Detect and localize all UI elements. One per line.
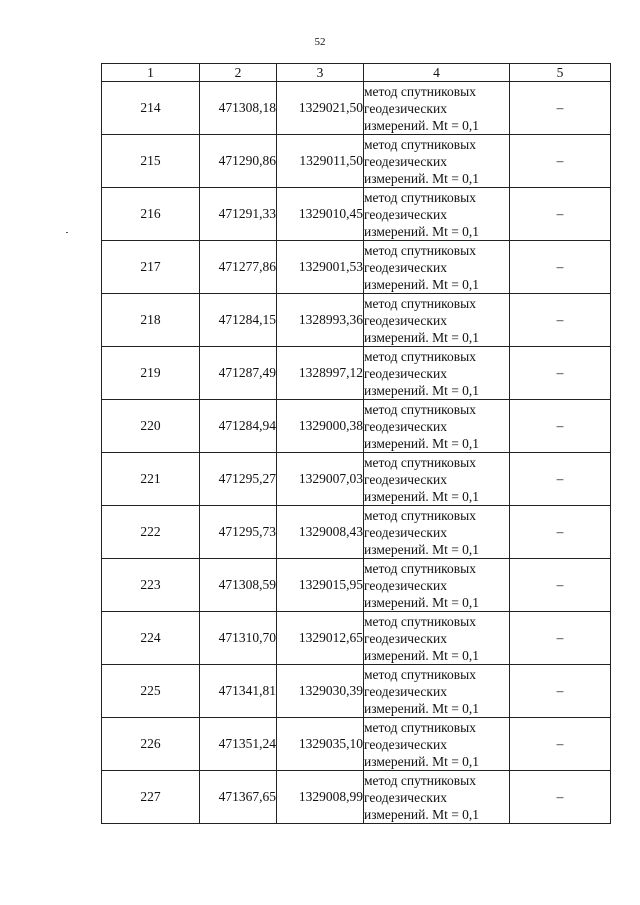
method-description — [364, 241, 510, 294]
coordinate-x: 471351,24 — [200, 718, 277, 771]
note-dash: – — [510, 453, 611, 506]
method-description — [364, 347, 510, 400]
method-line: метод спутниковых — [364, 348, 476, 364]
note-dash: – — [510, 400, 611, 453]
point-number: 227 — [102, 771, 200, 824]
coordinate-x: 471308,59 — [200, 559, 277, 612]
table-row — [102, 612, 611, 665]
method-description — [364, 453, 510, 506]
coordinate-y: 1329021,50 — [277, 82, 364, 135]
point-number: 226 — [102, 718, 200, 771]
method-line: геодезических — [364, 736, 447, 752]
stray-mark — [66, 232, 68, 233]
method-line: измерений. Mt = 0,1 — [364, 170, 480, 186]
method-description — [364, 559, 510, 612]
table-row — [102, 347, 611, 400]
method-line: геодезических — [364, 365, 447, 381]
note-dash: – — [510, 506, 611, 559]
method-line: метод спутниковых — [364, 772, 476, 788]
method-line: геодезических — [364, 471, 447, 487]
point-number: 218 — [102, 294, 200, 347]
note-dash: – — [510, 82, 611, 135]
coordinate-y: 1329011,50 — [277, 135, 364, 188]
coordinate-y: 1329008,43 — [277, 506, 364, 559]
method-line: метод спутниковых — [364, 189, 476, 205]
method-line: измерений. Mt = 0,1 — [364, 541, 480, 557]
table-row — [102, 506, 611, 559]
method-line: измерений. Mt = 0,1 — [364, 223, 480, 239]
header-col-2: 2 — [200, 64, 277, 82]
method-line: геодезических — [364, 153, 447, 169]
method-line: метод спутниковых — [364, 295, 476, 311]
page-number: 52 — [314, 36, 326, 48]
method-line: измерений. Mt = 0,1 — [364, 647, 480, 663]
coordinate-y: 1329001,53 — [277, 241, 364, 294]
coordinate-y: 1329030,39 — [277, 665, 364, 718]
method-line: метод спутниковых — [364, 136, 476, 152]
method-line: геодезических — [364, 630, 447, 646]
table-row — [102, 771, 611, 824]
point-number: 225 — [102, 665, 200, 718]
header-col-4: 4 — [364, 64, 510, 82]
table-row — [102, 453, 611, 506]
table-body — [102, 82, 611, 824]
method-line: геодезических — [364, 418, 447, 434]
coordinate-x: 471290,86 — [200, 135, 277, 188]
coordinate-y: 1329010,45 — [277, 188, 364, 241]
method-description — [364, 82, 510, 135]
method-line: геодезических — [364, 259, 447, 275]
coordinates-table — [101, 63, 611, 824]
note-dash: – — [510, 559, 611, 612]
coordinate-x: 471291,33 — [200, 188, 277, 241]
table-row — [102, 665, 611, 718]
coordinate-x: 471341,81 — [200, 665, 277, 718]
method-line: измерений. Mt = 0,1 — [364, 329, 480, 345]
method-description — [364, 718, 510, 771]
method-line: измерений. Mt = 0,1 — [364, 806, 480, 822]
coordinate-x: 471310,70 — [200, 612, 277, 665]
method-line: измерений. Mt = 0,1 — [364, 488, 480, 504]
note-dash: – — [510, 718, 611, 771]
method-line: измерений. Mt = 0,1 — [364, 117, 480, 133]
point-number: 222 — [102, 506, 200, 559]
point-number: 215 — [102, 135, 200, 188]
header-col-3: 3 — [277, 64, 364, 82]
method-description — [364, 506, 510, 559]
note-dash: – — [510, 665, 611, 718]
point-number: 223 — [102, 559, 200, 612]
note-dash: – — [510, 135, 611, 188]
note-dash: – — [510, 771, 611, 824]
method-line: геодезических — [364, 577, 447, 593]
method-line: геодезических — [364, 312, 447, 328]
coordinate-y: 1328997,12 — [277, 347, 364, 400]
point-number: 217 — [102, 241, 200, 294]
coordinate-y: 1329015,95 — [277, 559, 364, 612]
method-line: метод спутниковых — [364, 666, 476, 682]
coordinate-x: 471287,49 — [200, 347, 277, 400]
coordinate-y: 1329007,03 — [277, 453, 364, 506]
point-number: 214 — [102, 82, 200, 135]
table-header-row — [102, 64, 611, 82]
method-line: метод спутниковых — [364, 454, 476, 470]
coordinate-x: 471277,86 — [200, 241, 277, 294]
method-line: метод спутниковых — [364, 242, 476, 258]
point-number: 224 — [102, 612, 200, 665]
coordinate-x: 471367,65 — [200, 771, 277, 824]
method-line: метод спутниковых — [364, 83, 476, 99]
header-col-1: 1 — [102, 64, 200, 82]
coordinate-y: 1329000,38 — [277, 400, 364, 453]
method-line: измерений. Mt = 0,1 — [364, 594, 480, 610]
method-line: измерений. Mt = 0,1 — [364, 700, 480, 716]
method-line: геодезических — [364, 100, 447, 116]
coordinate-y: 1329035,10 — [277, 718, 364, 771]
coordinate-x: 471295,73 — [200, 506, 277, 559]
coordinate-y: 1328993,36 — [277, 294, 364, 347]
method-line: измерений. Mt = 0,1 — [364, 753, 480, 769]
method-line: геодезических — [364, 683, 447, 699]
method-description — [364, 400, 510, 453]
method-line: геодезических — [364, 789, 447, 805]
note-dash: – — [510, 347, 611, 400]
method-line: метод спутниковых — [364, 507, 476, 523]
method-description — [364, 188, 510, 241]
coordinate-x: 471295,27 — [200, 453, 277, 506]
method-line: метод спутниковых — [364, 719, 476, 735]
method-line: метод спутниковых — [364, 401, 476, 417]
point-number: 221 — [102, 453, 200, 506]
method-line: геодезических — [364, 524, 447, 540]
table-row — [102, 718, 611, 771]
method-line: измерений. Mt = 0,1 — [364, 435, 480, 451]
note-dash: – — [510, 612, 611, 665]
method-line: метод спутниковых — [364, 613, 476, 629]
table-row — [102, 188, 611, 241]
coordinate-x: 471284,15 — [200, 294, 277, 347]
note-dash: – — [510, 188, 611, 241]
table-row — [102, 241, 611, 294]
method-description — [364, 135, 510, 188]
table-row — [102, 559, 611, 612]
coordinate-x: 471308,18 — [200, 82, 277, 135]
method-description — [364, 294, 510, 347]
table-row — [102, 82, 611, 135]
note-dash: – — [510, 294, 611, 347]
table-row — [102, 400, 611, 453]
table-row — [102, 135, 611, 188]
table-row — [102, 294, 611, 347]
method-line: измерений. Mt = 0,1 — [364, 382, 480, 398]
coordinate-x: 471284,94 — [200, 400, 277, 453]
coordinate-y: 1329012,65 — [277, 612, 364, 665]
method-line: метод спутниковых — [364, 560, 476, 576]
method-description — [364, 771, 510, 824]
method-description — [364, 612, 510, 665]
header-col-5: 5 — [510, 64, 611, 82]
coordinate-y: 1329008,99 — [277, 771, 364, 824]
method-line: измерений. Mt = 0,1 — [364, 276, 480, 292]
note-dash: – — [510, 241, 611, 294]
point-number: 220 — [102, 400, 200, 453]
point-number: 216 — [102, 188, 200, 241]
point-number: 219 — [102, 347, 200, 400]
method-line: геодезических — [364, 206, 447, 222]
method-description — [364, 665, 510, 718]
